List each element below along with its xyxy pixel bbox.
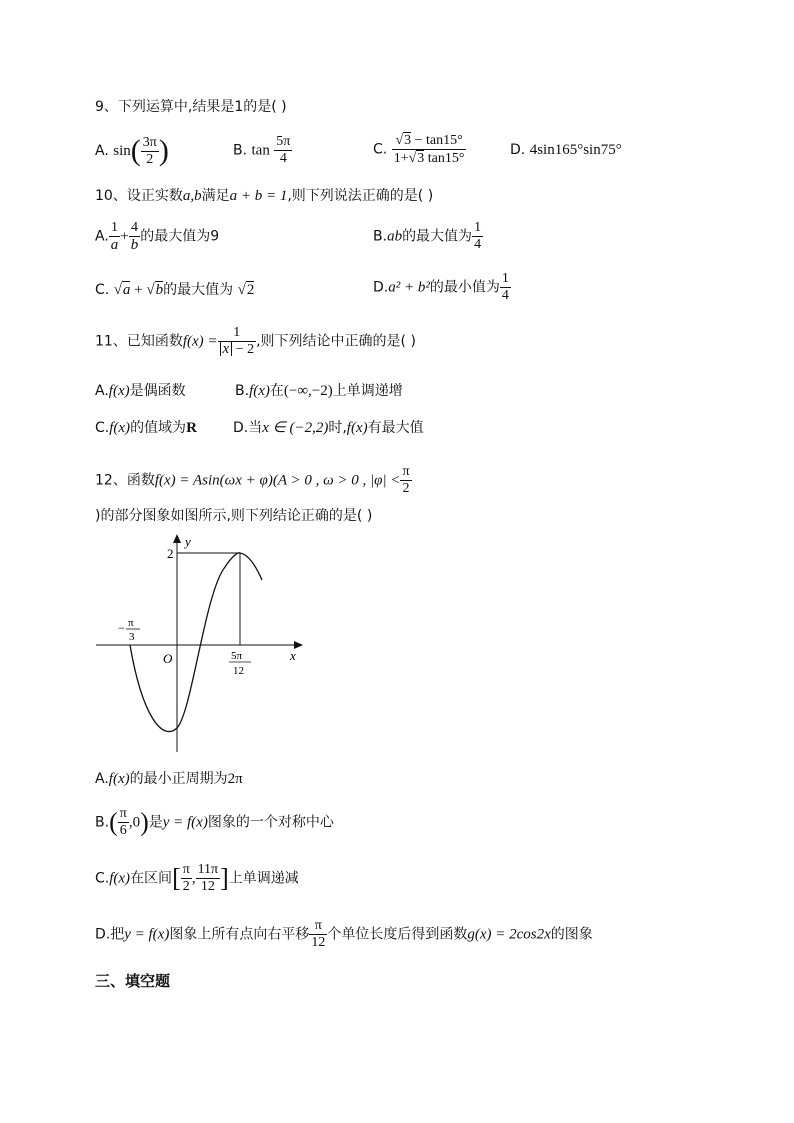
right-tick-num: 5π [231,650,243,662]
section-heading: 三、填空题 [95,972,171,990]
q9-option-c [373,132,466,167]
q12-stem: 12、函数f(x) = Asin(ωx + φ)(A > 0 , ω > 0 , |φ| < $\frac{\pi}{2}$ [95,464,410,496]
fraction: $\frac{3\pi}{2}$ [142,134,157,167]
q12-option-d: D.把y = f(x)图象上所有点向右平移 $\frac{\pi}{12}$ 个单位长度后得到函数g(x) = 2cos2x的图象 [95,918,593,950]
paren-right: ) [158,134,169,167]
q11-option-a: A.f(x)是偶函数 [95,383,186,399]
q10-option-b: B.ab的最大值为 $\frac{1}{4}$ [373,220,482,252]
q12-option-a: A.f(x)的最小正周期为2π [95,771,243,787]
q9-option-b [233,134,292,167]
paren-left: ( [130,134,141,167]
q10-option-c: C. √a + √b的最大值为 √2 [95,282,255,298]
q12-option-b: B.( $\frac{\pi}{6}$ ,0)是y = f(x)图象的一个对称中心 [95,806,334,838]
option-label: D. [510,142,526,158]
q9-option-d [510,142,622,159]
left-tick-den: 3 [129,631,135,643]
tan-fn: tan [251,142,270,159]
left-tick-neg: − [118,621,125,635]
fraction: $\frac{√3 - \tan 15^\circ}{1+√3 \tan 15^\circ}$ [393,133,465,166]
fraction: $\frac{\pi}{2}$ [402,464,410,496]
q11-option-c: C.f(x)的值域为R [95,420,197,436]
fraction: $\frac{\pi}{12}$ [311,918,326,950]
q11-option-d: D.当x ∈ (−2,2)时,f(x)有最大值 [233,420,424,436]
q11-stem: 11、已知函数f(x) = $\frac{1}{x - 2}$ ,则下列结论中正确的是( ) [95,325,416,357]
q10-option-a: A. $\frac{1}{a}$ + $\frac{4}{b}$ 的最大值为9 [95,220,220,253]
q12-option-c: C.f(x)在区间[ $\frac{\pi}{2}$ , $\frac{11\pi}{12}$ ]上单调递减 [95,862,299,894]
max-value-label: 2 [167,546,174,561]
fraction: $\frac{\pi}{2}$ [182,862,190,894]
math-expr: 4sin165°sin75° [529,142,622,158]
fraction: $\frac{\pi}{6}$ [119,806,127,838]
q10-stem: 10、设正实数a,b满足a + b = 1,则下列说法正确的是( ) [95,188,434,204]
sine-curve [130,553,262,732]
q11-option-b: B.f(x)在(−∞,−2)上单调递增 [235,383,403,399]
fraction: $\frac{1}{x - 2}$ [218,325,257,358]
fraction: $\frac{4}{b}$ [130,220,139,253]
q9-option-a [95,134,169,168]
y-axis-arrow [173,534,181,543]
y-axis-label: y [185,534,191,549]
origin-label: O [163,651,173,666]
option-label: A. [95,143,109,159]
option-label: C. [373,141,388,158]
x-axis-label: x [290,648,296,663]
sine-graph [90,532,310,757]
sin-fn: sin [113,143,131,159]
fraction: $\frac{1}{4}$ [474,220,482,252]
right-tick-den: 12 [233,665,244,677]
q12-stem-line2: )的部分图象如图所示,则下列结论正确的是( ) [95,508,373,524]
option-label: B. [233,142,248,159]
fraction: $\frac{1}{a}$ [110,220,119,253]
left-tick-num: π [128,617,134,629]
fraction: $\frac{5\pi}{4}$ [276,134,291,166]
q10-option-d: D.a² + b²的最小值为 $\frac{1}{4}$ [373,271,509,303]
q9-stem: 9、下列运算中,结果是1的是( ) [95,99,287,115]
fraction: $\frac{11\pi}{12}$ [197,862,219,894]
fraction: $\frac{1}{4}$ [501,271,509,303]
